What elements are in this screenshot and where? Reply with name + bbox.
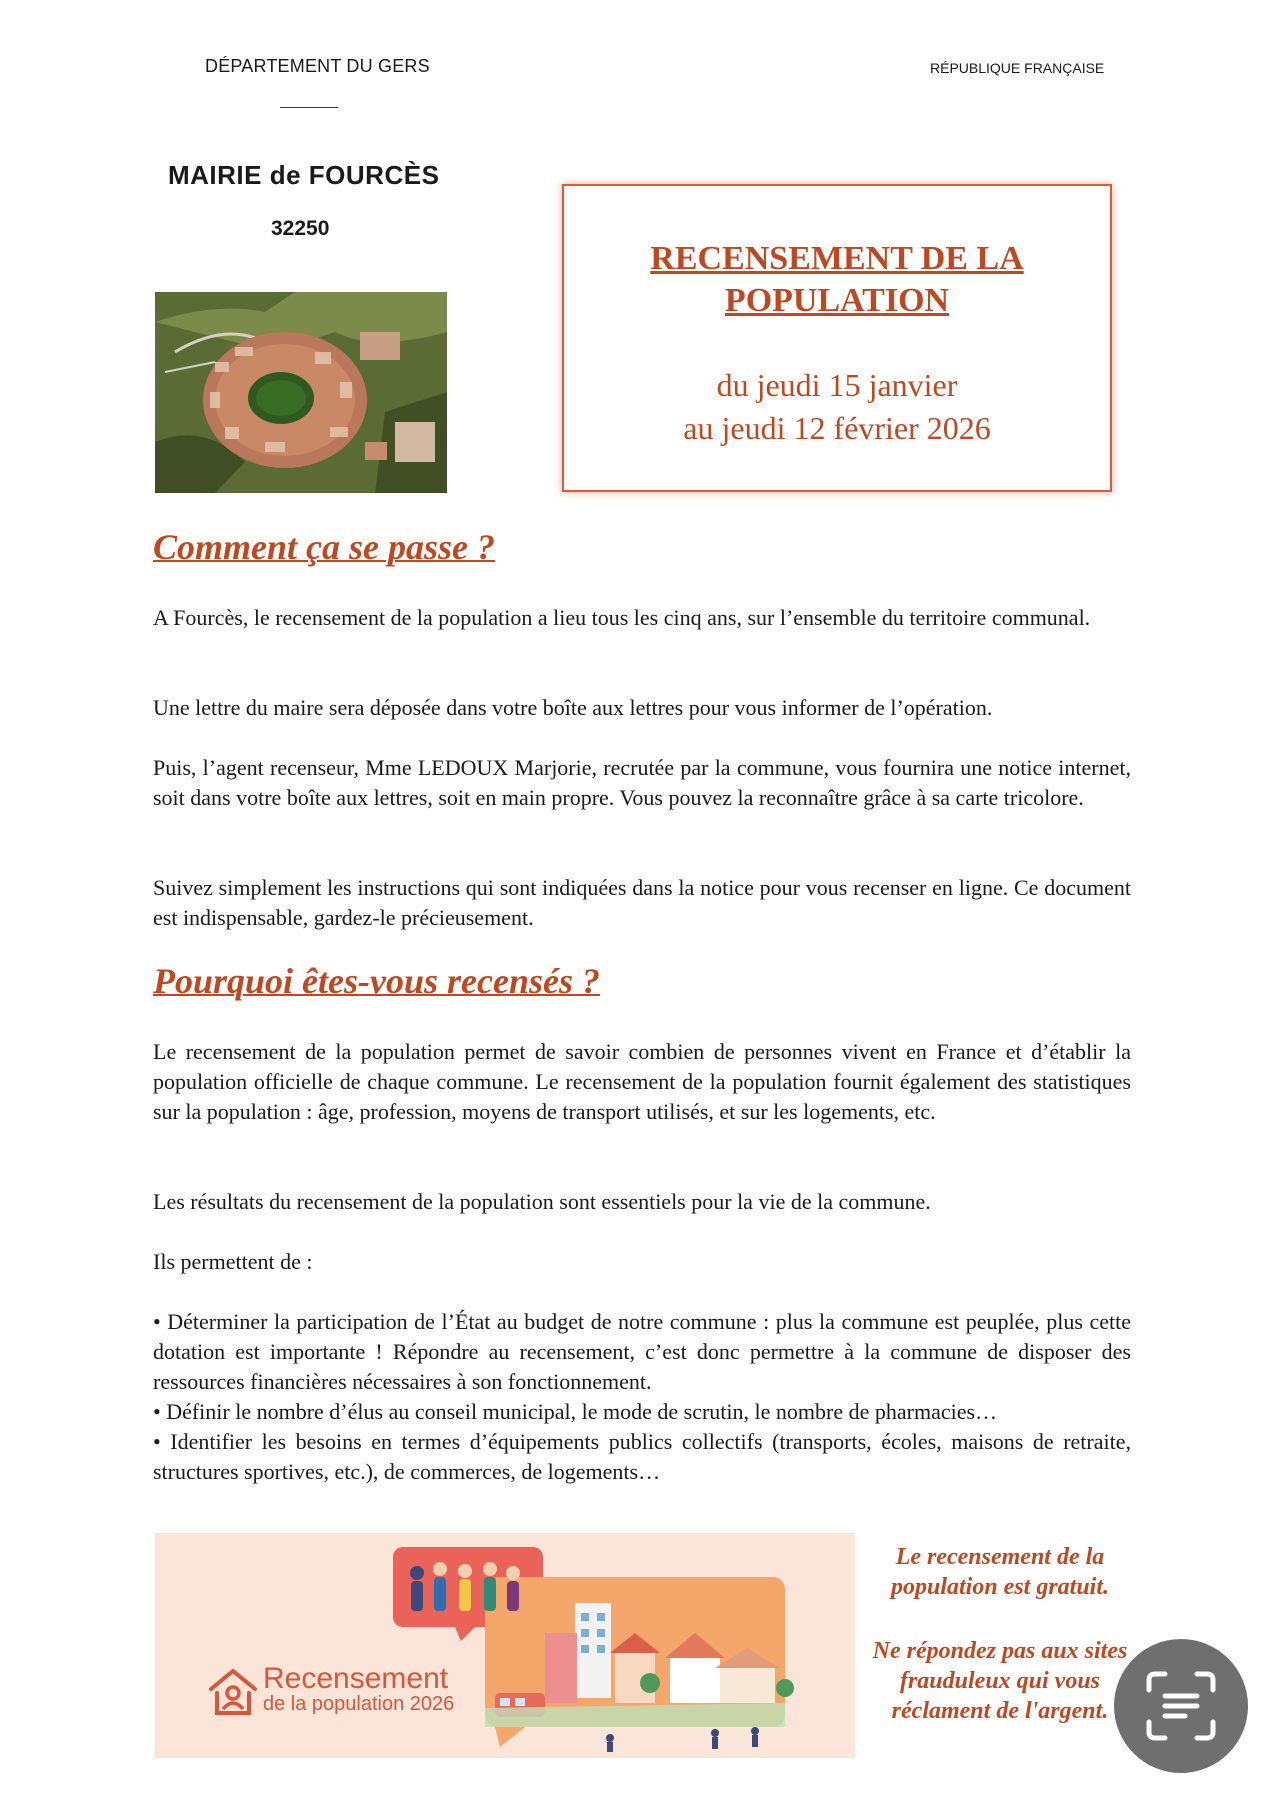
section1-paragraph-4 [153,873,1131,933]
paragraph: Le recensement de la population permet de savoir combien de personnes vivent en France et d’établir la population officielle de chaque commune. Le recensement de la population fournit également des statistiques sur la population : âge, profession, moyens de transport utilisés, et sur les logements, etc. [153,1039,1131,1124]
section1-paragraph-3 [153,753,1131,813]
census-dates [564,364,1110,450]
paragraph: Ils permettent de : [153,1249,313,1274]
section-heading-why: Pourquoi êtes-vous recensés ? [153,961,600,1001]
header-divider [280,107,338,108]
census-title [564,238,1110,322]
census-dates-line1: du jeudi 15 janvier [716,367,958,403]
section-heading-how: Comment ça se passe ? [153,527,495,567]
paragraph: Puis, l’agent recenseur, Mme LEDOUX Marjorie, recrutée par la commune, vous fournira une notice internet, soit dans votre boîte aux lettres, soit en main propre. Vous pouvez la reconnaître grâce à sa carte tricolore. [153,755,1131,810]
free-census-note: Le recensement de la population est gratuit. [890,1544,1110,1600]
paragraph: Les résultats du recensement de la population sont essentiels pour la vie de la commune. [153,1189,931,1214]
list-item: • Identifier les besoins en termes d’équipements publics collectifs (transports, écoles, maisons de retraite, structures sportives, etc.), de commerces, de logements… [153,1429,1131,1484]
list-item: • Définir le nombre d’élus au conseil municipal, le mode de scrutin, le nombre de pharmacies… [153,1399,998,1424]
department-label: DÉPARTEMENT DU GERS [205,56,430,76]
fraud-warning-note: Ne répondez pas aux sites frauduleux qui vous réclament de l'argent. [872,1638,1128,1724]
census-dates-line2: au jeudi 12 février 2026 [683,410,991,446]
census-banner [155,1533,855,1758]
bullet-list [153,1307,1131,1487]
village-aerial-photo [155,292,447,493]
banner-subtitle: de la population 2026 [263,1693,455,1715]
house-logo-icon [205,1663,261,1719]
postcode: 32250 [271,217,330,240]
banner-title: Recensement [263,1662,449,1695]
section2-paragraph-1 [153,1037,1131,1127]
paragraph: Une lettre du maire sera déposée dans votre boîte aux lettres pour vous informer de l’opération. [153,695,993,720]
census-title-box [562,184,1112,492]
paragraph: A Fourcès, le recensement de la population a lieu tous les cinq ans, sur l’ensemble du territoire communal. [153,605,1091,630]
census-title-line1: RECENSEMENT DE LA [650,240,1024,277]
list-item: • Déterminer la participation de l’État au budget de notre commune : plus la commune est peuplée, plus cette dotation est importante ! Répondre au recensement, c’est donc permettre à la commune de disposer des ressources financières nécessaires à son fonctionnement. [153,1309,1131,1394]
republic-label: RÉPUBLIQUE FRANÇAISE [930,60,1105,76]
section1-paragraph-2 [153,693,1131,723]
live-text-scan-button[interactable] [1114,1639,1248,1773]
text-scan-icon [1141,1666,1221,1746]
section2-paragraph-2 [153,1187,1131,1217]
census-title-line2: POPULATION [724,282,950,319]
section2-paragraph-3 [153,1247,1131,1277]
mairie-name: MAIRIE de FOURCÈS [168,160,440,190]
section1-paragraph-1 [153,603,1131,633]
paragraph: Suivez simplement les instructions qui sont indiquées dans la notice pour vous recenser en ligne. Ce document est indispensable, gardez-le précieusement. [153,875,1131,930]
